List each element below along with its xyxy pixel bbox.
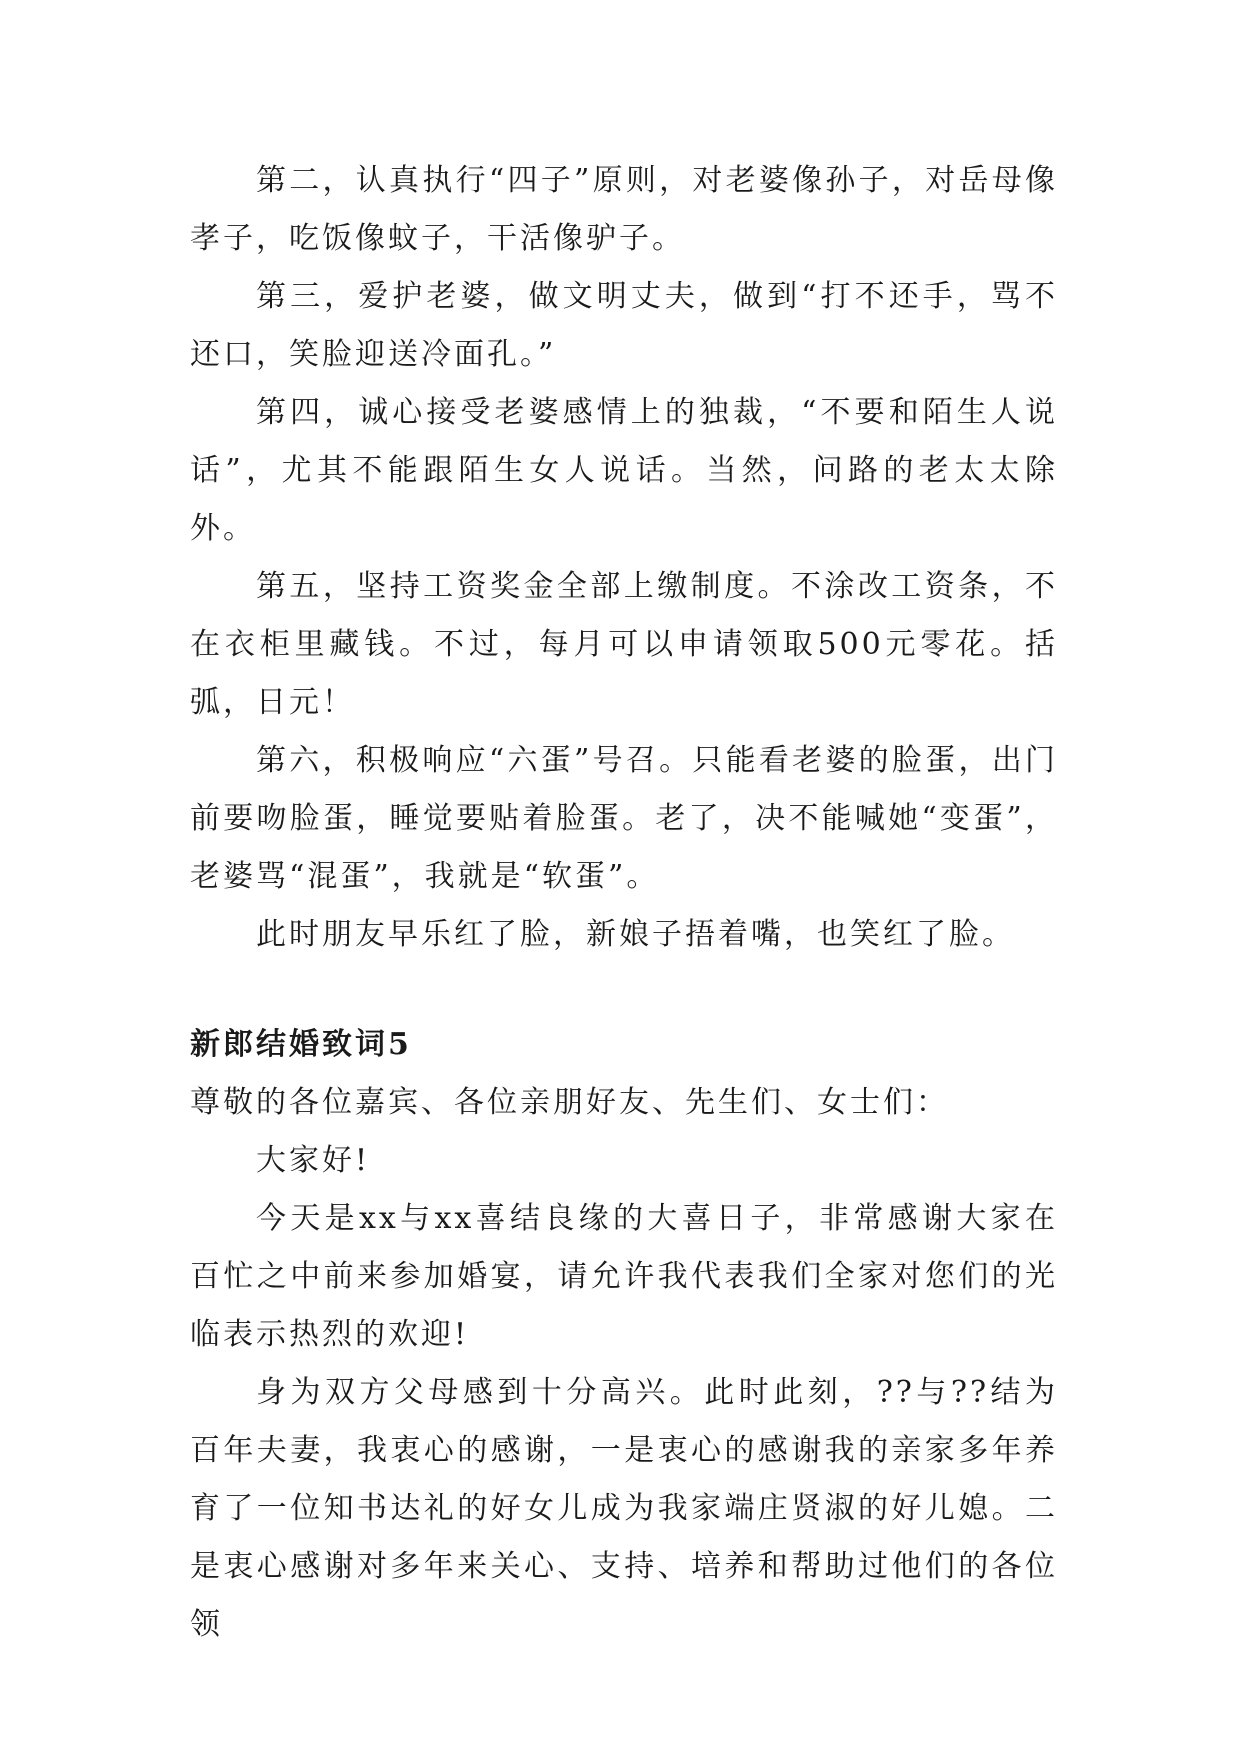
paragraph-welcome: 今天是xx与xx喜结良缘的大喜日子，非常感谢大家在百忙之中前来参加婚宴，请允许我代表我们全家对您们的光临表示热烈的欢迎! <box>190 1201 1058 1352</box>
paragraph-point-six: 第六，积极响应“六蛋”号召。只能看老婆的脸蛋，出门前要吻脸蛋，睡觉要贴着脸蛋。老了，决不能喊她“变蛋”，老婆骂“混蛋”，我就是“软蛋”。 <box>190 743 1058 894</box>
paragraph-point-three: 第三，爱护老婆，做文明丈夫，做到“打不还手，骂不还口，笑脸迎送冷面孔。” <box>190 279 1058 372</box>
paragraph-thanks: 身为双方父母感到十分高兴。此时此刻，??与??结为百年夫妻，我衷心的感谢，一是衷心的感谢我的亲家多年养育了一位知书达礼的好女儿成为我家端庄贤淑的好儿媳。二是衷心感谢对多年来关心、支持、培养和帮助过他们的各位领 <box>190 1375 1058 1642</box>
paragraph-point-two: 第二，认真执行“四子”原则，对老婆像孙子，对岳母像孝子，吃饭像蚊子，干活像驴子。 <box>190 163 1058 256</box>
section-title: 新郎结婚致词5 <box>190 1027 412 1062</box>
paragraph-greeting: 大家好! <box>256 1143 371 1178</box>
paragraph-point-four: 第四，诚心接受老婆感情上的独裁，“不要和陌生人说话”，尤其不能跟陌生女人说话。当然，问路的老太太除外。 <box>190 395 1058 546</box>
paragraph-closing-remark: 此时朋友早乐红了脸，新娘子捂着嘴，也笑红了脸。 <box>256 917 1015 952</box>
document-body <box>190 152 1058 1654</box>
paragraph-point-five: 第五，坚持工资奖金全部上缴制度。不涂改工资条，不在衣柜里藏钱。不过，每月可以申请领取500元零花。括弧，日元！ <box>190 569 1058 720</box>
salutation: 尊敬的各位嘉宾、各位亲朋好友、先生们、女士们： <box>190 1085 949 1120</box>
